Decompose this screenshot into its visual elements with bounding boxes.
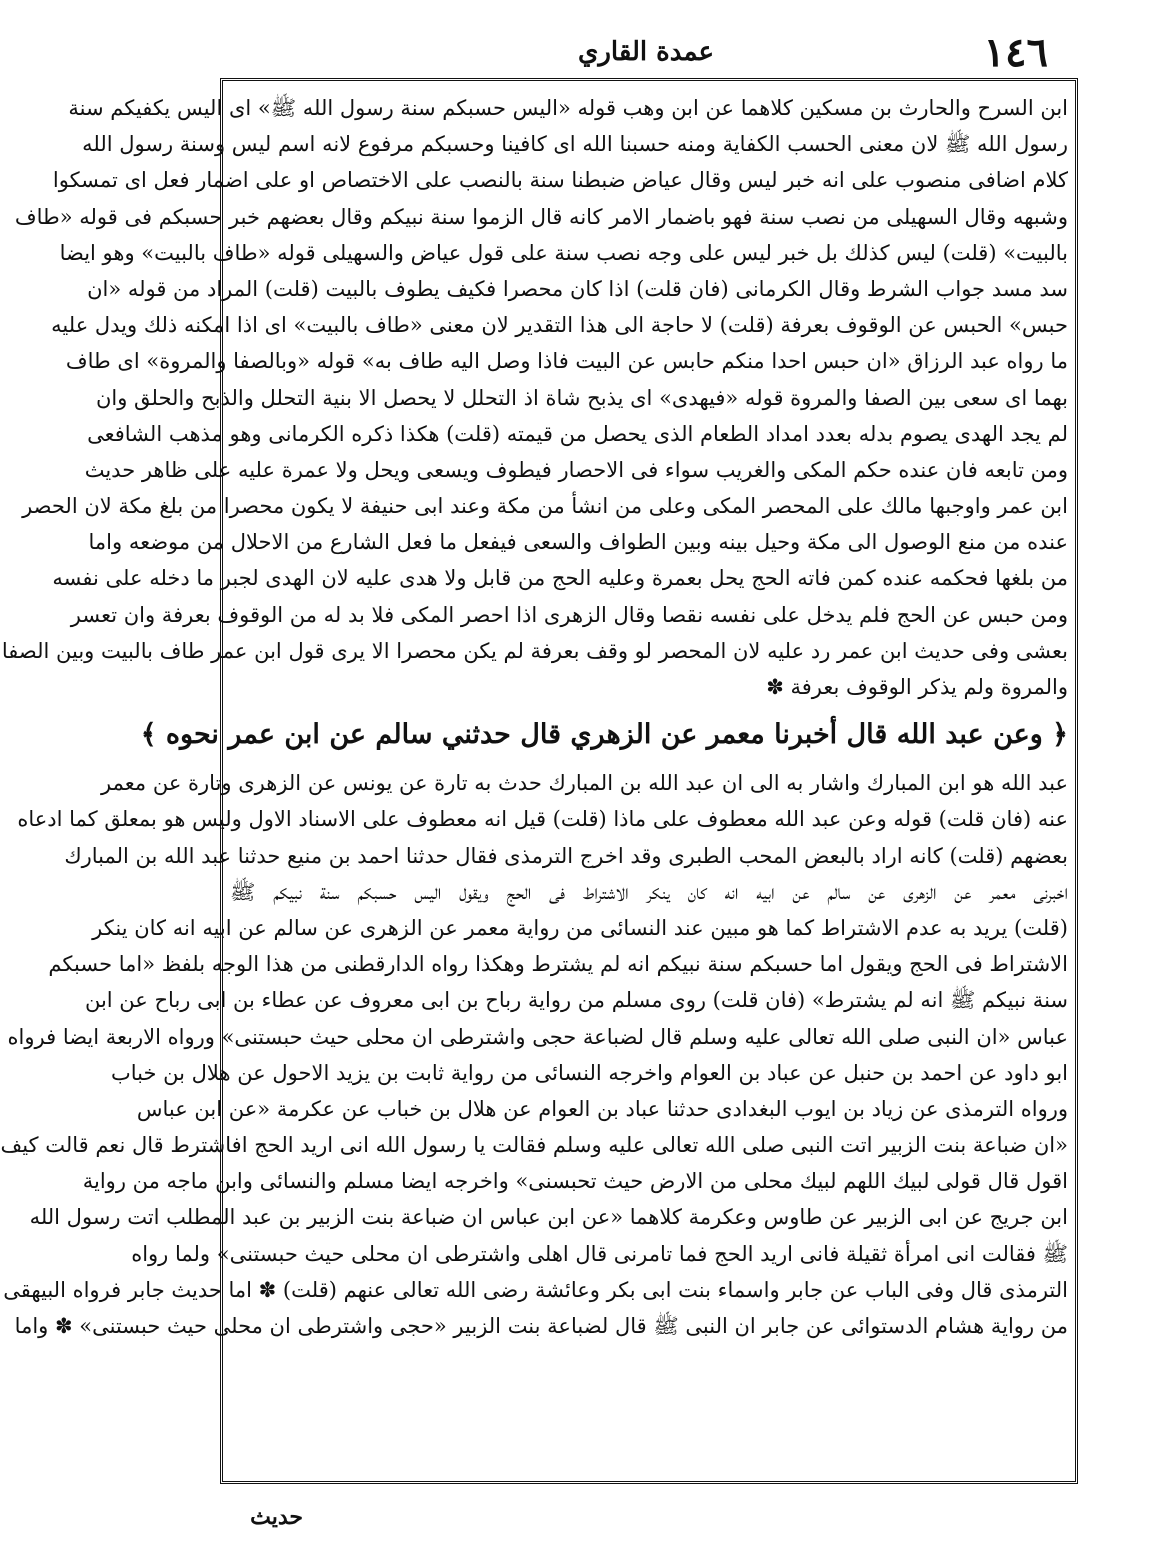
text-body [0,90,1068,1470]
text-line: ابو داود عن احمد بن حنبل عن عباد بن العوام واخرجه النسائى من رواية ثابت بن يزيد الاحول عن هلال بن خباب [110,1060,1068,1085]
text-line: كلام اضافى منصوب على انه خبر ليس وقال عياض ضبطنا سنة بالنصب على الاختصاص او على اضمار فعل اى تمسكوا [52,168,1068,193]
text-line: الاشتراط فى الحج ويقول اما حسبكم سنة نبيكم انه لم يشترط وهكذا رواه الدارقطنى من هذا الوجه بلفظ «اما حسبكم [48,952,1068,977]
text-line: حبس» الحبس عن الوقوف بعرفة (قلت) لا حاجة الى هذا التقدير لان معنى «طاف بالبيت» اى اذا امكنه ذلك ويدل عليه [51,313,1068,338]
text-line: بالبيت» (قلت) ليس كذلك بل خبر ليس على وجه نصب سنة على قول عياض والسهيلى قوله «طاف بالبيت» وهو ايضا [59,240,1068,265]
text-line: ﷺ فقالت انى امرأة ثقيلة فانى اريد الحج فما تامرنى قال اهلى واشترطى ان محلى حيث حبستنى» ولما رواه [131,1241,1068,1266]
text-line: سنة نبيكم ﷺ انه لم يشترط» (فان قلت) روى مسلم من رواية رباح بن ابى معروف عن عطاء بن ابى رباح عن ابن [84,988,1068,1013]
text-line: ابن عمر واوجبها مالك على المحصر المكى وعلى من انشأ من مكة وعند ابى حنيفة لا يكون محصرا من بلغ مكة لان الحصر [22,494,1068,519]
text-line: ابن جريج عن ابى الزبير عن طاوس وعكرمة كلاهما «عن ابن عباس ان ضباعة بنت الزبير بن عبد المطلب اتت رسول الله [29,1205,1068,1230]
text-line: عنده من منع الوصول الى مكة وحيل بينه وبين الطواف والسعى فيفعل ما فعل الشارع من الاحلال من موضعه واما [88,530,1068,555]
text-line: من رواية هشام الدستوائى عن جابر ان النبى ﷺ قال لضباعة بنت الزبير «حجى واشترطى ان محلى حيث حبستنى» ✽ واما [14,1314,1068,1338]
text-line: ما رواه عبد الرزاق «ان حبس احدا منكم حابس عن البيت فاذا وصل اليه طاف به» قوله «وبالصفا والمروة» اى طاف [65,349,1068,374]
hadith-heading: ﴿ وعن عبد الله قال أخبرنا معمر عن الزهري قال حدثني سالم عن ابن عمر نحوه ﴾ [140,719,1068,751]
catchword: حديث [250,1504,303,1530]
text-line: الترمذى قال وفى الباب عن جابر واسماء بنت ابى بكر وعائشة رضى الله تعالى عنهم (قلت) ✽ اما حديث جابر فرواه البيهقى [3,1277,1068,1302]
text-line: (قلت) يريد به عدم الاشتراط كما هو مبين عند النسائى من رواية معمر عن الزهرى عن سالم عن ابيه انه كان ينكر [92,915,1068,940]
text-line: عبد الله هو ابن المبارك واشار به الى ان عبد الله بن المبارك حدث به تارة عن يونس عن الزهرى وتارة عن معمر [101,771,1068,796]
book-title: عمدة القاري [578,37,714,67]
text-line: بهما اى سعى بين الصفا والمروة قوله «فيهدى» اى يذبح شاة اذ التحلل لا يحصل الا بنية التحلل والذبح والحلق وان [95,385,1068,410]
text-line: بعشى وفى حديث ابن عمر رد عليه لان المحصر لو وقف بعرفة لم يكن محصرا الا يرى قول ابن عمر طاف بالبيت وبين الصفا [1,638,1068,663]
text-line: ورواه الترمذى عن زياد بن ايوب البغدادى حدثنا عباد بن العوام عن هلال بن خباب عن عكرمة «عن ابن عباس [136,1096,1068,1121]
text-line-last: والمروة ولم يذكر الوقوف بعرفة ✽ [766,675,1068,699]
text-line: لم يجد الهدى يصوم بدله بعدد امداد الطعام الذى يحصل من قيمته (قلت) هكذا ذكره الكرمانى وهو مذهب الشافعى [87,421,1068,446]
text-line: اقول قال قولى لبيك اللهم لبيك محلى من الارض حيث تحبسنى» واخرجه ايضا مسلم والنسائى وابن ماجه من رواية [82,1169,1068,1194]
text-line: اخبرنى معمر عن الزهرى عن سالم عن ابيه انه كان ينكر الاشتراط فى الحج ويقول اليس حسبكم سنة نبيكم ﷺ [230,879,1068,904]
page-number: ١٤٦ [983,29,1048,76]
text-line: عنه (فان قلت) قوله وعن عبد الله معطوف على ماذا (قلت) قيل انه معطوف على الاسناد الاول وليس هو بمعلق كما ادعاه [17,807,1068,832]
text-line: ومن تابعه فان عنده حكم المكى والغريب سواء فى الاحصار فيطوف ويسعى ويحل ولا عمرة عليه على ظاهر حديث [84,457,1068,482]
text-line: ومن حبس عن الحج فلم يدخل على نفسه نقصا وقال الزهرى اذا احصر المكى فلا بد له من الوقوف بعرفة وان تعسر [70,602,1068,627]
text-line: ابن السرح والحارث بن مسكين كلاهما عن ابن وهب قوله «اليس حسبكم سنة رسول الله ﷺ» اى اليس يكفيكم سنة [68,96,1068,120]
text-line: بعضهم (قلت) كانه اراد بالبعض المحب الطبرى وقد اخرج الترمذى فقال حدثنا احمد بن منيع حدثنا عبد الله بن المبارك [64,843,1068,868]
text-line: وشبهه وقال السهيلى من نصب سنة فهو باضمار الامر كانه قال الزموا سنة نبيكم وقال بعضهم خبر حسبكم فى قوله «طاف [14,204,1068,229]
text-line: من بلغها فحكمه عنده كمن فاته الحج يحل بعمرة وعليه الحج من قابل ولا هدى عليه لان الهدى لجبر ما دخله على نفسه [52,566,1068,591]
page-header [196,28,1096,78]
text-line: «ان ضباعة بنت الزبير اتت النبى صلى الله تعالى عليه وسلم فقالت يا رسول الله انى اريد الحج افاشترط قال نعم قالت كيف [0,1133,1068,1158]
text-line: عباس «ان النبى صلى الله تعالى عليه وسلم قال لضباعة حجى واشترطى ان محلى حيث حبستنى» ورواه الاربعة ايضا فرواه [7,1024,1068,1049]
text-line: سد مسد جواب الشرط وقال الكرمانى (فان قلت) اذا كان محصرا فكيف يطوف بالبيت (قلت) المراد من قوله «ان [87,276,1068,301]
text-line: رسول الله ﷺ لان معنى الحسب الكفاية ومنه حسبنا الله اى كافينا وحسبكم مرفوع لانه اسم ليس وسنة رسول الله [82,132,1068,157]
